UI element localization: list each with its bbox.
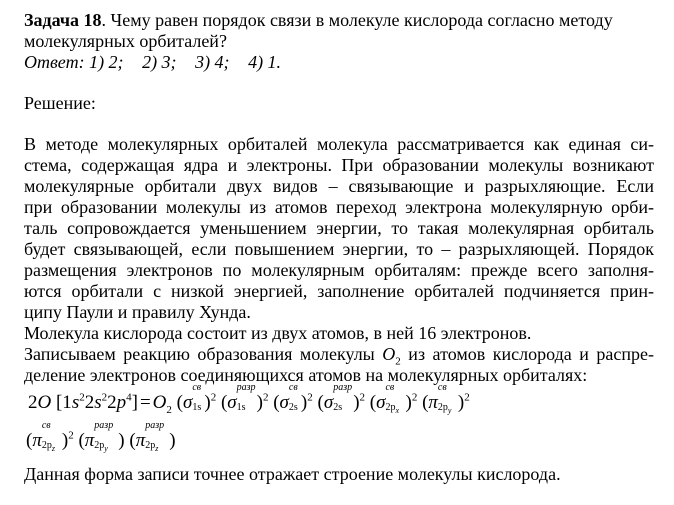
paren-open: ( [26,430,33,451]
formula-p: p [116,392,127,413]
orbital-subscript [94,441,108,451]
sigma-symbol: σ [182,392,193,413]
pi-symbol: π [32,430,42,451]
reaction-line-1 [24,344,654,368]
formula-exp: 2 [101,391,108,404]
paren-close: ) [118,430,125,451]
formula-exp: 4 [126,391,132,404]
mo-formula-line-2 [26,420,654,460]
sigma-symbol: σ [279,392,289,413]
paren-close: ) [457,392,465,413]
formula-two: 2 [107,392,117,413]
paren-close: ) [169,430,176,451]
axis-z: z [155,444,159,453]
paren-open: ( [422,392,429,413]
reaction-molecule: O [382,344,396,364]
bonding-mark: св [385,382,395,393]
orbital-2p: 2p [385,402,396,413]
mo-sigma-2s-antibonding [323,382,353,413]
orbital-subscript [42,441,55,451]
document-page [24,10,654,485]
mo-pi-2pz-bonding [32,420,55,453]
orbital-subscript [438,403,452,413]
antibonding-mark: разр [94,420,114,431]
mo-formula-line-1 [28,382,654,422]
pi-symbol: π [135,430,146,451]
bonding-mark: св [288,382,298,393]
theory-paragraph [24,134,654,323]
paren-open: ( [129,430,136,451]
occupancy: 2 [464,391,470,404]
formula-equals: = [139,392,151,413]
occupancy: 2 [307,391,313,404]
axis-y: y [104,444,108,453]
occupancy: 2 [359,391,366,404]
reaction-text-post: из атомов кислорода и распре- [400,344,654,364]
formula-molecule: O [152,392,167,413]
mo-pi-2py-bonding [428,382,452,415]
solution-heading: Решение: [24,93,96,113]
mo-pi-2py-antibonding [84,420,114,453]
paragraph-line: ются орбитали с низкой энергией, заполнение орбиталей подчиняется прин- [24,281,654,301]
paren-close: ) [204,392,211,413]
reaction-molecule-subscript: 2 [395,355,401,368]
mo-sigma-1s-bonding [182,382,202,413]
orbital-2p: 2p [145,440,156,451]
orbital-subscript: 1s [192,402,202,413]
formula-molecule-sub: 2 [166,403,172,416]
formula-s: s [94,392,102,413]
mo-sigma-2px-bonding [376,382,400,415]
sigma-symbol: σ [376,392,386,413]
answer-option-4: 4) 1. [248,52,282,72]
axis-x: x [395,406,400,415]
axis-z: z [51,444,55,453]
paren-open: ( [220,392,228,413]
pi-symbol: π [428,392,438,413]
bonding-mark: св [41,420,51,431]
orbital-2p: 2p [41,440,52,451]
orbital-2p: 2p [437,402,448,413]
bonding-mark: св [437,382,447,393]
antibonding-mark: разр [236,382,256,393]
answer-label: Ответ: [24,52,85,72]
paragraph-line: таль сопровождается уменьшением энергии, то такая молекулярная орбиталь [24,218,654,238]
paren-open: ( [369,392,377,413]
paren-close: ) [256,392,263,413]
occupancy: 2 [262,391,269,404]
occupancy: 2 [210,391,217,404]
formula-coefficient: 2 [28,392,38,413]
paren-close: ) [405,392,412,413]
task-label: Задача 18 [24,10,102,30]
formula-exp: 2 [79,391,85,404]
answer-option-1: 1) 2; [89,52,124,72]
task-line [24,10,654,31]
orbital-subscript: 1s [236,402,246,413]
paren-close: ) [61,430,69,451]
formula-config-close: ] [131,392,138,413]
formula-config-open: [1 [55,392,72,413]
axis-y: y [447,406,452,415]
reaction-text-pre: Записываем реакцию образования молекулы [24,344,383,364]
sigma-symbol: σ [323,392,334,413]
molecule-statement: Молекула кислорода состоит из двух атомов, в ней 16 электронов. [24,323,532,343]
paren-close: ) [353,392,360,413]
antibonding-mark: разр [333,382,353,393]
mo-pi-2pz-antibonding [135,420,165,453]
mo-sigma-2s-bonding [279,382,298,413]
orbital-subscript: 2s [288,402,298,413]
sigma-symbol: σ [227,392,237,413]
paren-open: ( [176,392,183,413]
formula-atom: O [37,392,52,413]
formula-two: 2 [84,392,95,413]
orbital-subscript [385,403,399,413]
paren-close: ) [300,392,308,413]
formula-s: s [71,392,80,413]
occupancy: 2 [411,391,418,404]
paragraph-line: размещения электронов по молекулярным орбиталям: прежде всего заполня- [24,260,654,280]
answer-line [24,52,654,73]
task-question-part2: молекулярных орбиталей? [24,31,227,51]
paren-open: ( [78,430,85,451]
reaction-line-2: деление электронов соединяющихся атомов на молекулярных орбиталях: [24,365,588,385]
mo-sigma-1s-antibonding [227,382,256,413]
paragraph-line: В методе молекулярных орбиталей молекула рассматривается как единая си- [24,134,654,154]
paren-open: ( [317,392,324,413]
task-question-part1: . Чему равен порядок связи в молекуле кислорода согласно методу [101,10,613,30]
answer-option-2: 2) 3; [142,52,177,72]
paren-open: ( [273,392,280,413]
paragraph-line: стема, содержащая ядра и электроны. При образовании молекулы возникают [24,155,654,175]
occupancy: 2 [68,429,74,442]
pi-symbol: π [84,430,95,451]
antibonding-mark: разр [145,420,165,431]
paragraph-line: молекулярные орбитали двух видов – связывающие и разрыхляющие. Если [24,176,654,196]
paragraph-line: при образовании молекулы из атомов переход электрона молекулярную орби- [24,197,654,217]
bonding-mark: св [192,382,202,393]
paragraph-line: будет связывающей, если повышением энергии, то – разрыхляющей. Порядок [24,239,654,259]
paragraph-line: ципу Паули и правилу Хунда. [24,302,251,322]
orbital-subscript [145,441,158,451]
orbital-2p: 2p [94,440,105,451]
conclusion-text: Данная форма записи точнее отражает строение молекулы кислорода. [24,464,561,484]
orbital-subscript: 2s [333,402,343,413]
answer-option-3: 3) 4; [195,52,230,72]
